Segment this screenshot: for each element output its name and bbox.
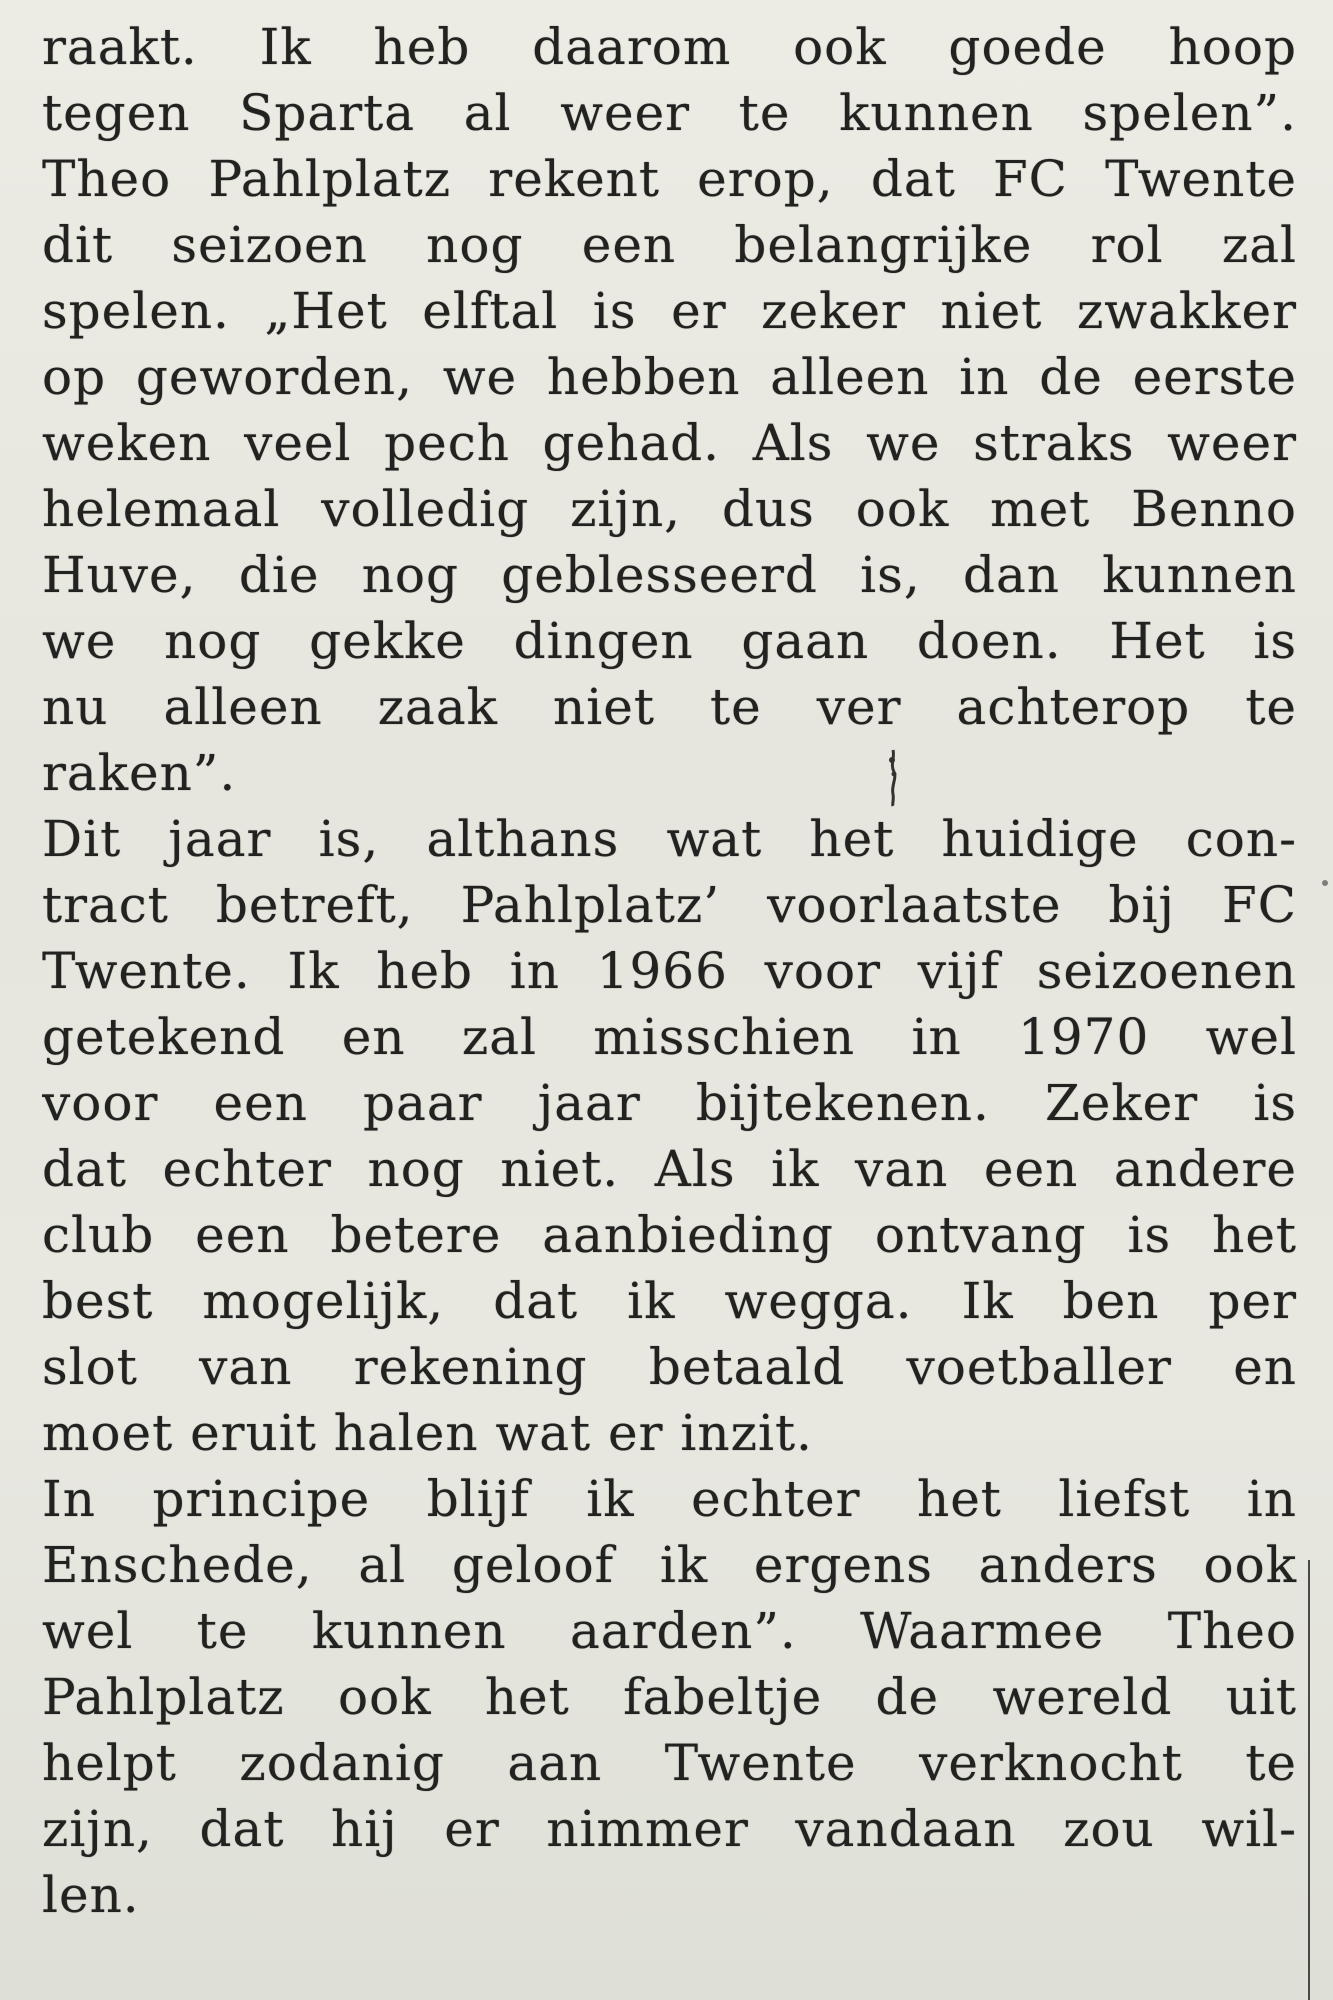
article-line-28: zijn, dat hij er nimmer vandaan zou wil- (42, 1800, 1297, 1858)
article-line-20: best mogelijk, dat ik wegga. Ik ben per (42, 1272, 1297, 1330)
article-line-12: raken”. (42, 744, 237, 802)
article-line-17: voor een paar jaar bijtekenen. Zeker is (42, 1074, 1297, 1132)
article-column (42, 14, 1297, 1928)
article-line-13: Dit jaar is, althans wat het huidige con- (42, 810, 1297, 868)
article-line-23: In principe blijf ik echter het liefst in (42, 1470, 1297, 1528)
article-line-1: raakt. Ik heb daarom ook goede hoop (42, 18, 1297, 76)
column-rule (1308, 1560, 1310, 2000)
ink-blot-mark (886, 748, 900, 808)
article-line-25: wel te kunnen aarden”. Waarmee Theo (42, 1602, 1297, 1660)
article-line-26: Pahlplatz ook het fabeltje de wereld uit (42, 1668, 1297, 1726)
article-line-24: Enschede, al geloof ik ergens anders ook (42, 1536, 1297, 1594)
article-line-4: dit seizoen nog een belangrijke rol zal (42, 216, 1297, 274)
article-line-27: helpt zodanig aan Twente verknocht te (42, 1734, 1297, 1792)
article-line-21: slot van rekening betaald voetballer en (42, 1338, 1297, 1396)
article-line-10: we nog gekke dingen gaan doen. Het is (42, 612, 1297, 670)
article-line-3: Theo Pahlplatz rekent erop, dat FC Twente (42, 150, 1297, 208)
article-line-16: getekend en zal misschien in 1970 wel (42, 1008, 1297, 1066)
article-line-18: dat echter nog niet. Als ik van een andere (42, 1140, 1297, 1198)
article-line-11: nu alleen zaak niet te ver achterop te (42, 678, 1297, 736)
article-line-8: helemaal volledig zijn, dus ook met Benno (42, 480, 1297, 538)
article-line-15: Twente. Ik heb in 1966 voor vijf seizoenen (42, 942, 1297, 1000)
article-line-14: tract betreft, Pahlplatz’ voorlaatste bij FC (42, 876, 1297, 934)
article-line-6: op geworden, we hebben alleen in de eerste (42, 348, 1297, 406)
article-line-7: weken veel pech gehad. Als we straks weer (42, 414, 1297, 472)
article-line-22: moet eruit halen wat er inzit. (42, 1404, 813, 1462)
article-line-2: tegen Sparta al weer te kunnen spelen”. (42, 84, 1297, 142)
article-line-9: Huve, die nog geblesseerd is, dan kunnen (42, 546, 1297, 604)
article-line-29: len. (42, 1866, 140, 1924)
article-line-5: spelen. „Het elftal is er zeker niet zwakker (42, 282, 1297, 340)
article-line-19: club een betere aanbieding ontvang is het (42, 1206, 1297, 1264)
stray-print-dot (1322, 880, 1328, 886)
